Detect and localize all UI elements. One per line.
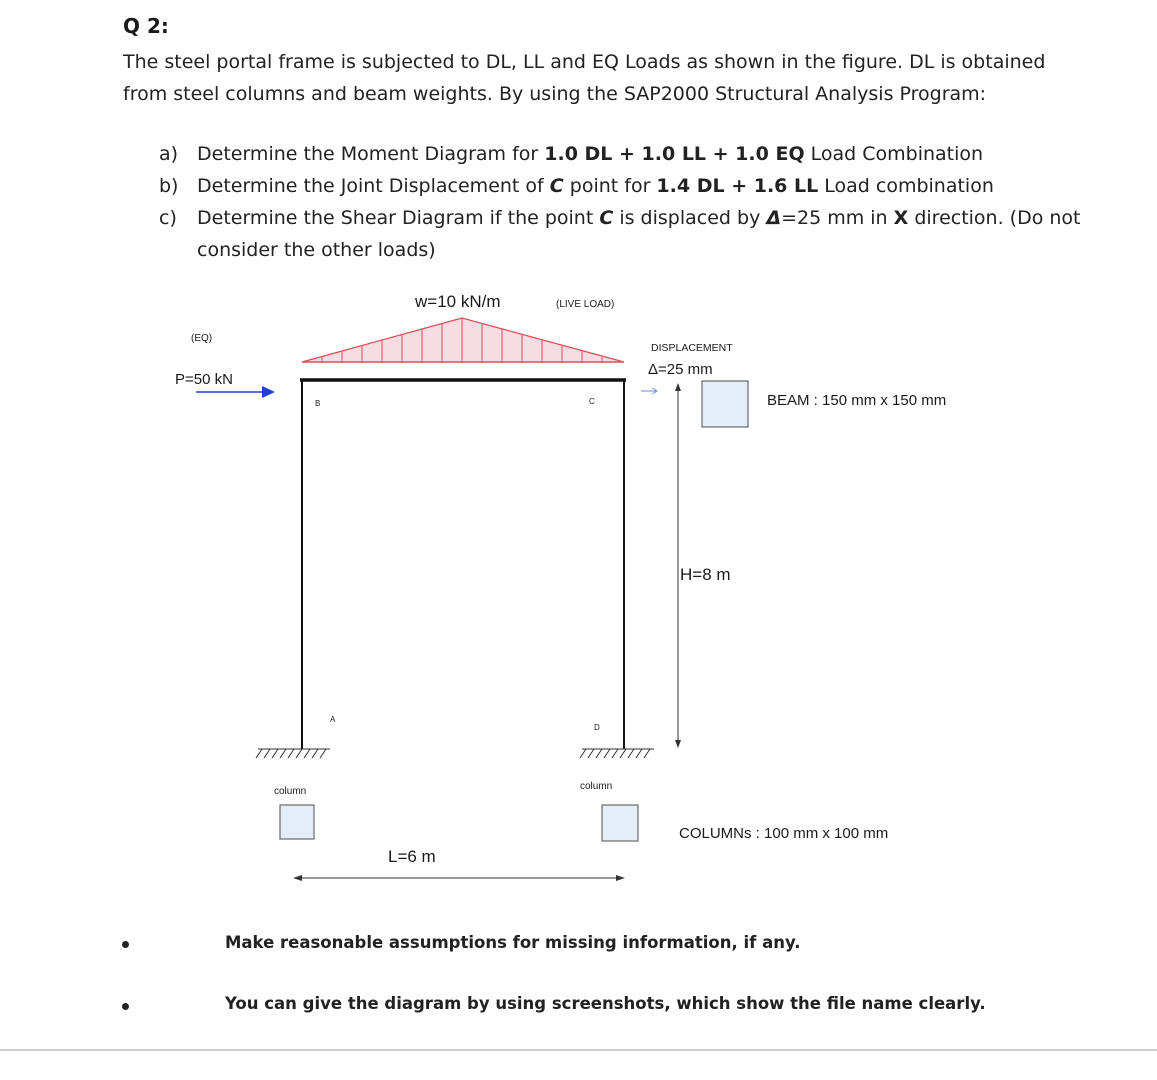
- span-label: L=6 m: [388, 847, 436, 866]
- node-c-label: C: [589, 397, 595, 406]
- live-load-triangle: [302, 318, 624, 363]
- beam-label: BEAM : 150 mm x 150 mm: [767, 392, 947, 409]
- column-right-section-icon: [602, 805, 638, 841]
- note-screenshots: You can give the diagram by using screenshots, which show the file name clearly.: [225, 994, 986, 1013]
- p-load-label: P=50 kN: [175, 371, 233, 388]
- eq-label: (EQ): [191, 333, 213, 344]
- column-left-label: column: [274, 786, 307, 797]
- task-text: Determine the Moment Diagram for 1.0 DL + 1.0 LL + 1.0 EQ Load Combination: [197, 143, 984, 165]
- left-fixed-support-icon: [256, 749, 330, 758]
- note-assumptions: Make reasonable assumptions for missing information, if any.: [225, 933, 801, 952]
- task-letter: c): [159, 207, 177, 229]
- displacement-arrow-icon: [641, 388, 657, 394]
- displacement-value: Δ=25 mm: [648, 361, 713, 378]
- page-divider: [0, 1049, 1157, 1051]
- columns-label: COLUMNs : 100 mm x 100 mm: [679, 825, 889, 842]
- node-d-label: D: [594, 723, 600, 732]
- question-intro: The steel portal frame is subjected to DL, LL and EQ Loads as shown in the figure. DL is obtained from steel columns and beam weights. By using the SAP2000 Structural Analysis Program:: [123, 51, 1046, 105]
- task-text: Determine the Joint Displacement of C point for 1.4 DL + 1.6 LL Load combination: [197, 175, 994, 197]
- bullet-icon: [122, 941, 129, 948]
- node-a-label: A: [330, 715, 336, 724]
- node-b-label: B: [315, 399, 321, 408]
- task-text-continued: consider the other loads): [197, 239, 436, 261]
- task-text: Determine the Shear Diagram if the point C is displaced by Δ=25 mm in X direction. (Do not: [197, 207, 1081, 229]
- load-label: w=10 kN/m: [415, 292, 501, 311]
- bullet-icon: [122, 1003, 129, 1010]
- span-dimension: [293, 875, 625, 881]
- beam-section-icon: [702, 381, 748, 427]
- height-label: H=8 m: [680, 565, 731, 584]
- task-letter: a): [159, 143, 179, 165]
- column-left-section-icon: [280, 805, 314, 839]
- column-right-label: column: [580, 781, 613, 792]
- live-load-label: (LIVE LOAD): [556, 299, 615, 310]
- question-title: Q 2:: [123, 14, 169, 38]
- task-letter: b): [159, 175, 179, 197]
- displacement-title: DISPLACEMENT: [651, 342, 733, 354]
- right-fixed-support-icon: [580, 749, 654, 758]
